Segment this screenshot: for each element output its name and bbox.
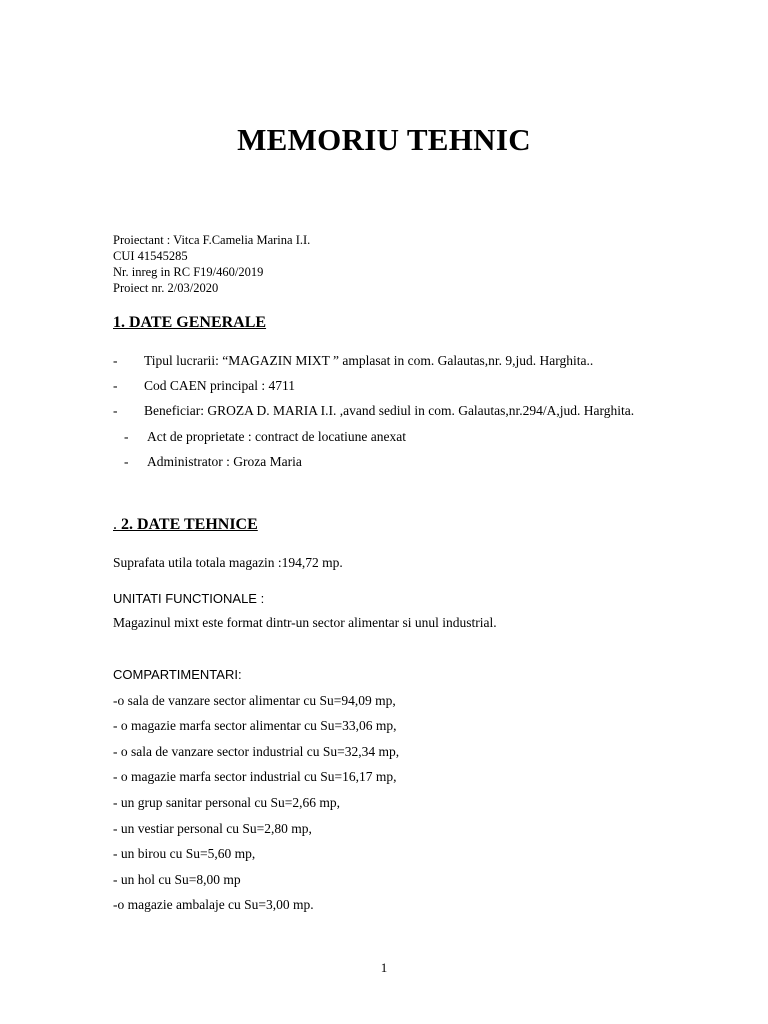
list-bullet: -	[124, 454, 129, 469]
info-project-number: Proiect nr. 2/03/2020	[113, 281, 219, 295]
list-item: - o sala de vanzare sector industrial cu Su=32,34 mp,	[113, 743, 400, 759]
list-item: - un grup sanitar personal cu Su=2,66 mp,	[113, 794, 340, 810]
page-number: 1	[380, 960, 388, 975]
document-title: MEMORIU TEHNIC	[237, 122, 531, 157]
list-item: - un hol cu Su=8,00 mp	[113, 871, 241, 887]
section-2-title: 2. DATE TEHNICE	[121, 516, 258, 533]
compartments-label: COMPARTIMENTARI:	[113, 667, 242, 682]
list-item-text: Tipul lucrarii: “MAGAZIN MIXT ” amplasat in com. Galautas,nr. 9,jud. Harghita..	[144, 353, 594, 368]
surface-text: Suprafata utila totala magazin :194,72 mp.	[113, 555, 343, 570]
info-registration: Nr. inreg in RC F19/460/2019	[113, 265, 264, 279]
compartments-list	[113, 664, 399, 920]
list-item: - o magazie marfa sector alimentar cu Su=33,06 mp,	[113, 718, 397, 734]
section-1-heading: 1. DATE GENERALE	[113, 314, 267, 331]
list-item: - o magazie marfa sector industrial cu Su=16,17 mp,	[113, 769, 397, 785]
unitati-text: Magazinul mixt este format dintr-un sector alimentar si unul industrial.	[113, 615, 497, 630]
list-item: - un birou cu Su=5,60 mp,	[113, 846, 256, 862]
list-item: - un vestiar personal cu Su=2,80 mp,	[113, 820, 312, 836]
list-item-text: Act de proprietate : contract de locatiune anexat	[147, 429, 406, 444]
list-bullet: -	[113, 378, 118, 393]
list-bullet: -	[124, 429, 129, 444]
info-cui: CUI 41545285	[113, 249, 188, 263]
section-2-heading	[113, 516, 258, 534]
info-designer: Proiectant : Vitca F.Camelia Marina I.I.	[113, 233, 311, 247]
list-item-text: Beneficiar: GROZA D. MARIA I.I. ,avand sediul in com. Galautas,nr.294/A,jud. Harghita.	[144, 403, 635, 418]
unitati-label: UNITATI FUNCTIONALE :	[113, 591, 265, 606]
list-item-text: Administrator : Groza Maria	[147, 454, 302, 469]
list-item: -o magazie ambalaje cu Su=3,00 mp.	[113, 897, 314, 913]
section-2-prefix: .	[113, 516, 121, 533]
list-item-text: Cod CAEN principal : 4711	[144, 378, 295, 393]
project-info-block	[113, 232, 310, 296]
list-bullet: -	[113, 353, 118, 368]
list-item: -o sala de vanzare sector alimentar cu Su=94,09 mp,	[113, 692, 396, 708]
list-bullet: -	[113, 403, 118, 418]
